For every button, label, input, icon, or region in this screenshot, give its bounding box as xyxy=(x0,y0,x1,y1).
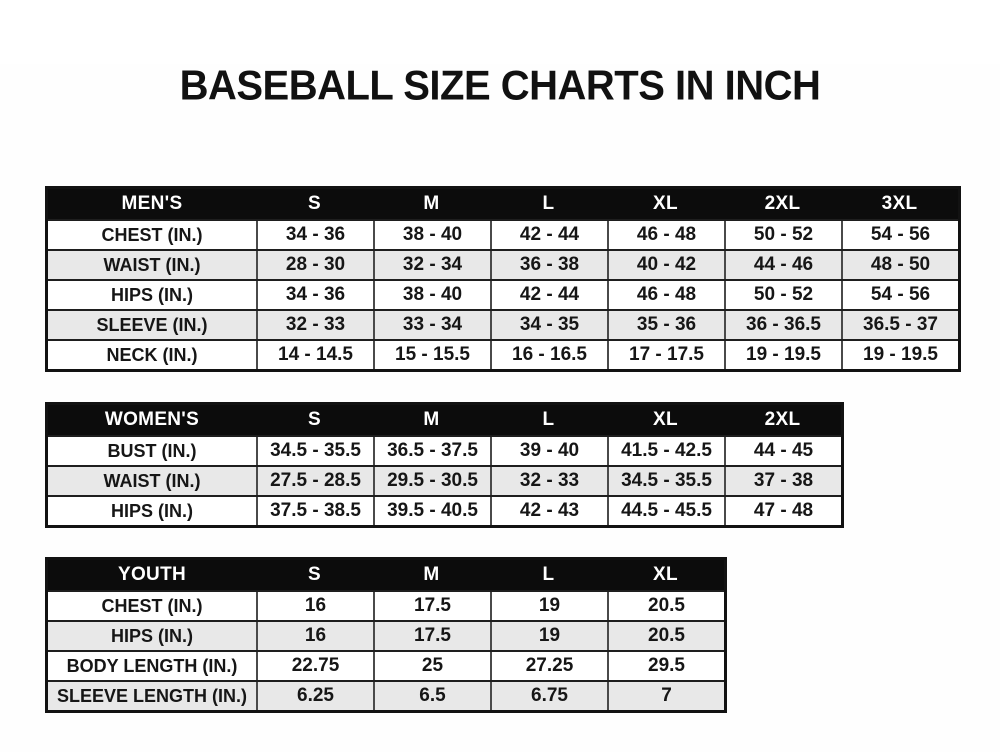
value-cell: 36.5 - 37 xyxy=(841,311,958,339)
header-row xyxy=(48,189,958,219)
value-cell: 36.5 - 37.5 xyxy=(373,437,490,465)
youth-size-table xyxy=(45,557,727,713)
mens-size-table xyxy=(45,186,961,372)
value-cell: 17.5 xyxy=(373,622,490,650)
table-row xyxy=(48,219,958,249)
value-cell: 42 - 44 xyxy=(490,281,607,309)
row-label-cell: HIPS (IN.) xyxy=(110,284,193,305)
value-cell: 36 - 38 xyxy=(490,251,607,279)
row-label-cell: HIPS (IN.) xyxy=(110,625,193,646)
value-cell: 16 xyxy=(256,622,373,650)
table-title-cell: WOMEN'S xyxy=(104,409,200,430)
size-header-cell: 3XL xyxy=(881,193,918,214)
value-cell: 6.25 xyxy=(256,682,373,710)
value-cell: 46 - 48 xyxy=(607,221,724,249)
row-label-cell: WAIST (IN.) xyxy=(103,254,201,275)
value-cell: 34.5 - 35.5 xyxy=(607,467,724,495)
value-cell: 19 xyxy=(490,622,607,650)
value-cell: 36 - 36.5 xyxy=(724,311,841,339)
row-label-cell: SLEEVE LENGTH (IN.) xyxy=(56,685,247,706)
value-cell: 42 - 44 xyxy=(490,221,607,249)
value-cell: 35 - 36 xyxy=(607,311,724,339)
table-title-cell: YOUTH xyxy=(118,564,186,585)
size-header-cell: S xyxy=(308,409,321,430)
size-header-cell: XL xyxy=(653,409,678,430)
table-row xyxy=(48,435,841,465)
size-header-cell: L xyxy=(542,409,555,430)
table-row xyxy=(48,620,724,650)
value-cell: 25 xyxy=(373,652,490,680)
value-cell: 19 - 19.5 xyxy=(724,341,841,369)
row-label-cell: WAIST (IN.) xyxy=(103,470,201,491)
value-cell: 17 - 17.5 xyxy=(607,341,724,369)
table-row xyxy=(48,465,841,495)
value-cell: 54 - 56 xyxy=(841,221,958,249)
value-cell: 46 - 48 xyxy=(607,281,724,309)
row-label-cell: CHEST (IN.) xyxy=(101,595,203,616)
value-cell: 44.5 - 45.5 xyxy=(607,497,724,525)
value-cell: 27.5 - 28.5 xyxy=(256,467,373,495)
value-cell: 29.5 - 30.5 xyxy=(373,467,490,495)
value-cell: 34 - 35 xyxy=(490,311,607,339)
table-title-cell: MEN'S xyxy=(121,193,183,214)
size-header-cell: M xyxy=(423,564,440,585)
value-cell: 19 xyxy=(490,592,607,620)
value-cell: 38 - 40 xyxy=(373,281,490,309)
row-label-cell: CHEST (IN.) xyxy=(101,224,203,245)
tables-area xyxy=(45,109,1000,713)
size-header-cell: S xyxy=(308,564,321,585)
value-cell: 34 - 36 xyxy=(256,221,373,249)
value-cell: 14 - 14.5 xyxy=(256,341,373,369)
value-cell: 37.5 - 38.5 xyxy=(256,497,373,525)
table-row xyxy=(48,680,724,710)
size-header-cell: L xyxy=(542,193,555,214)
value-cell: 50 - 52 xyxy=(724,281,841,309)
table-row xyxy=(48,279,958,309)
value-cell: 17.5 xyxy=(373,592,490,620)
value-cell: 38 - 40 xyxy=(373,221,490,249)
row-label-cell: BODY LENGTH (IN.) xyxy=(66,655,238,676)
row-label-cell: HIPS (IN.) xyxy=(110,500,193,521)
size-header-cell: 2XL xyxy=(764,409,801,430)
value-cell: 32 - 34 xyxy=(373,251,490,279)
header-row xyxy=(48,560,724,590)
womens-size-table xyxy=(45,402,844,528)
value-cell: 16 xyxy=(256,592,373,620)
value-cell: 7 xyxy=(607,682,724,710)
size-header-cell: 2XL xyxy=(764,193,801,214)
value-cell: 39 - 40 xyxy=(490,437,607,465)
value-cell: 42 - 43 xyxy=(490,497,607,525)
value-cell: 29.5 xyxy=(607,652,724,680)
value-cell: 44 - 46 xyxy=(724,251,841,279)
row-label-cell: BUST (IN.) xyxy=(107,440,197,461)
value-cell: 33 - 34 xyxy=(373,311,490,339)
value-cell: 44 - 45 xyxy=(724,437,841,465)
value-cell: 20.5 xyxy=(607,622,724,650)
value-cell: 34.5 - 35.5 xyxy=(256,437,373,465)
table-row xyxy=(48,249,958,279)
header-row xyxy=(48,405,841,435)
size-chart-page xyxy=(0,64,1000,752)
value-cell: 34 - 36 xyxy=(256,281,373,309)
value-cell: 15 - 15.5 xyxy=(373,341,490,369)
value-cell: 22.75 xyxy=(256,652,373,680)
table-row xyxy=(48,650,724,680)
size-header-cell: M xyxy=(423,409,440,430)
value-cell: 41.5 - 42.5 xyxy=(607,437,724,465)
value-cell: 6.5 xyxy=(373,682,490,710)
value-cell: 32 - 33 xyxy=(256,311,373,339)
value-cell: 54 - 56 xyxy=(841,281,958,309)
value-cell: 50 - 52 xyxy=(724,221,841,249)
table-row xyxy=(48,590,724,620)
row-label-cell: SLEEVE (IN.) xyxy=(96,314,208,335)
page-title: BASEBALL SIZE CHARTS IN INCH xyxy=(179,63,821,109)
value-cell: 40 - 42 xyxy=(607,251,724,279)
value-cell: 6.75 xyxy=(490,682,607,710)
size-header-cell: XL xyxy=(653,193,678,214)
value-cell: 20.5 xyxy=(607,592,724,620)
value-cell: 47 - 48 xyxy=(724,497,841,525)
table-row xyxy=(48,495,841,525)
value-cell: 16 - 16.5 xyxy=(490,341,607,369)
table-row xyxy=(48,309,958,339)
row-label-cell: NECK (IN.) xyxy=(106,344,198,365)
size-header-cell: S xyxy=(308,193,321,214)
value-cell: 37 - 38 xyxy=(724,467,841,495)
value-cell: 39.5 - 40.5 xyxy=(373,497,490,525)
size-header-cell: L xyxy=(542,564,555,585)
value-cell: 19 - 19.5 xyxy=(841,341,958,369)
value-cell: 48 - 50 xyxy=(841,251,958,279)
size-header-cell: XL xyxy=(653,564,678,585)
value-cell: 28 - 30 xyxy=(256,251,373,279)
value-cell: 32 - 33 xyxy=(490,467,607,495)
value-cell: 27.25 xyxy=(490,652,607,680)
size-header-cell: M xyxy=(423,193,440,214)
table-row xyxy=(48,339,958,369)
